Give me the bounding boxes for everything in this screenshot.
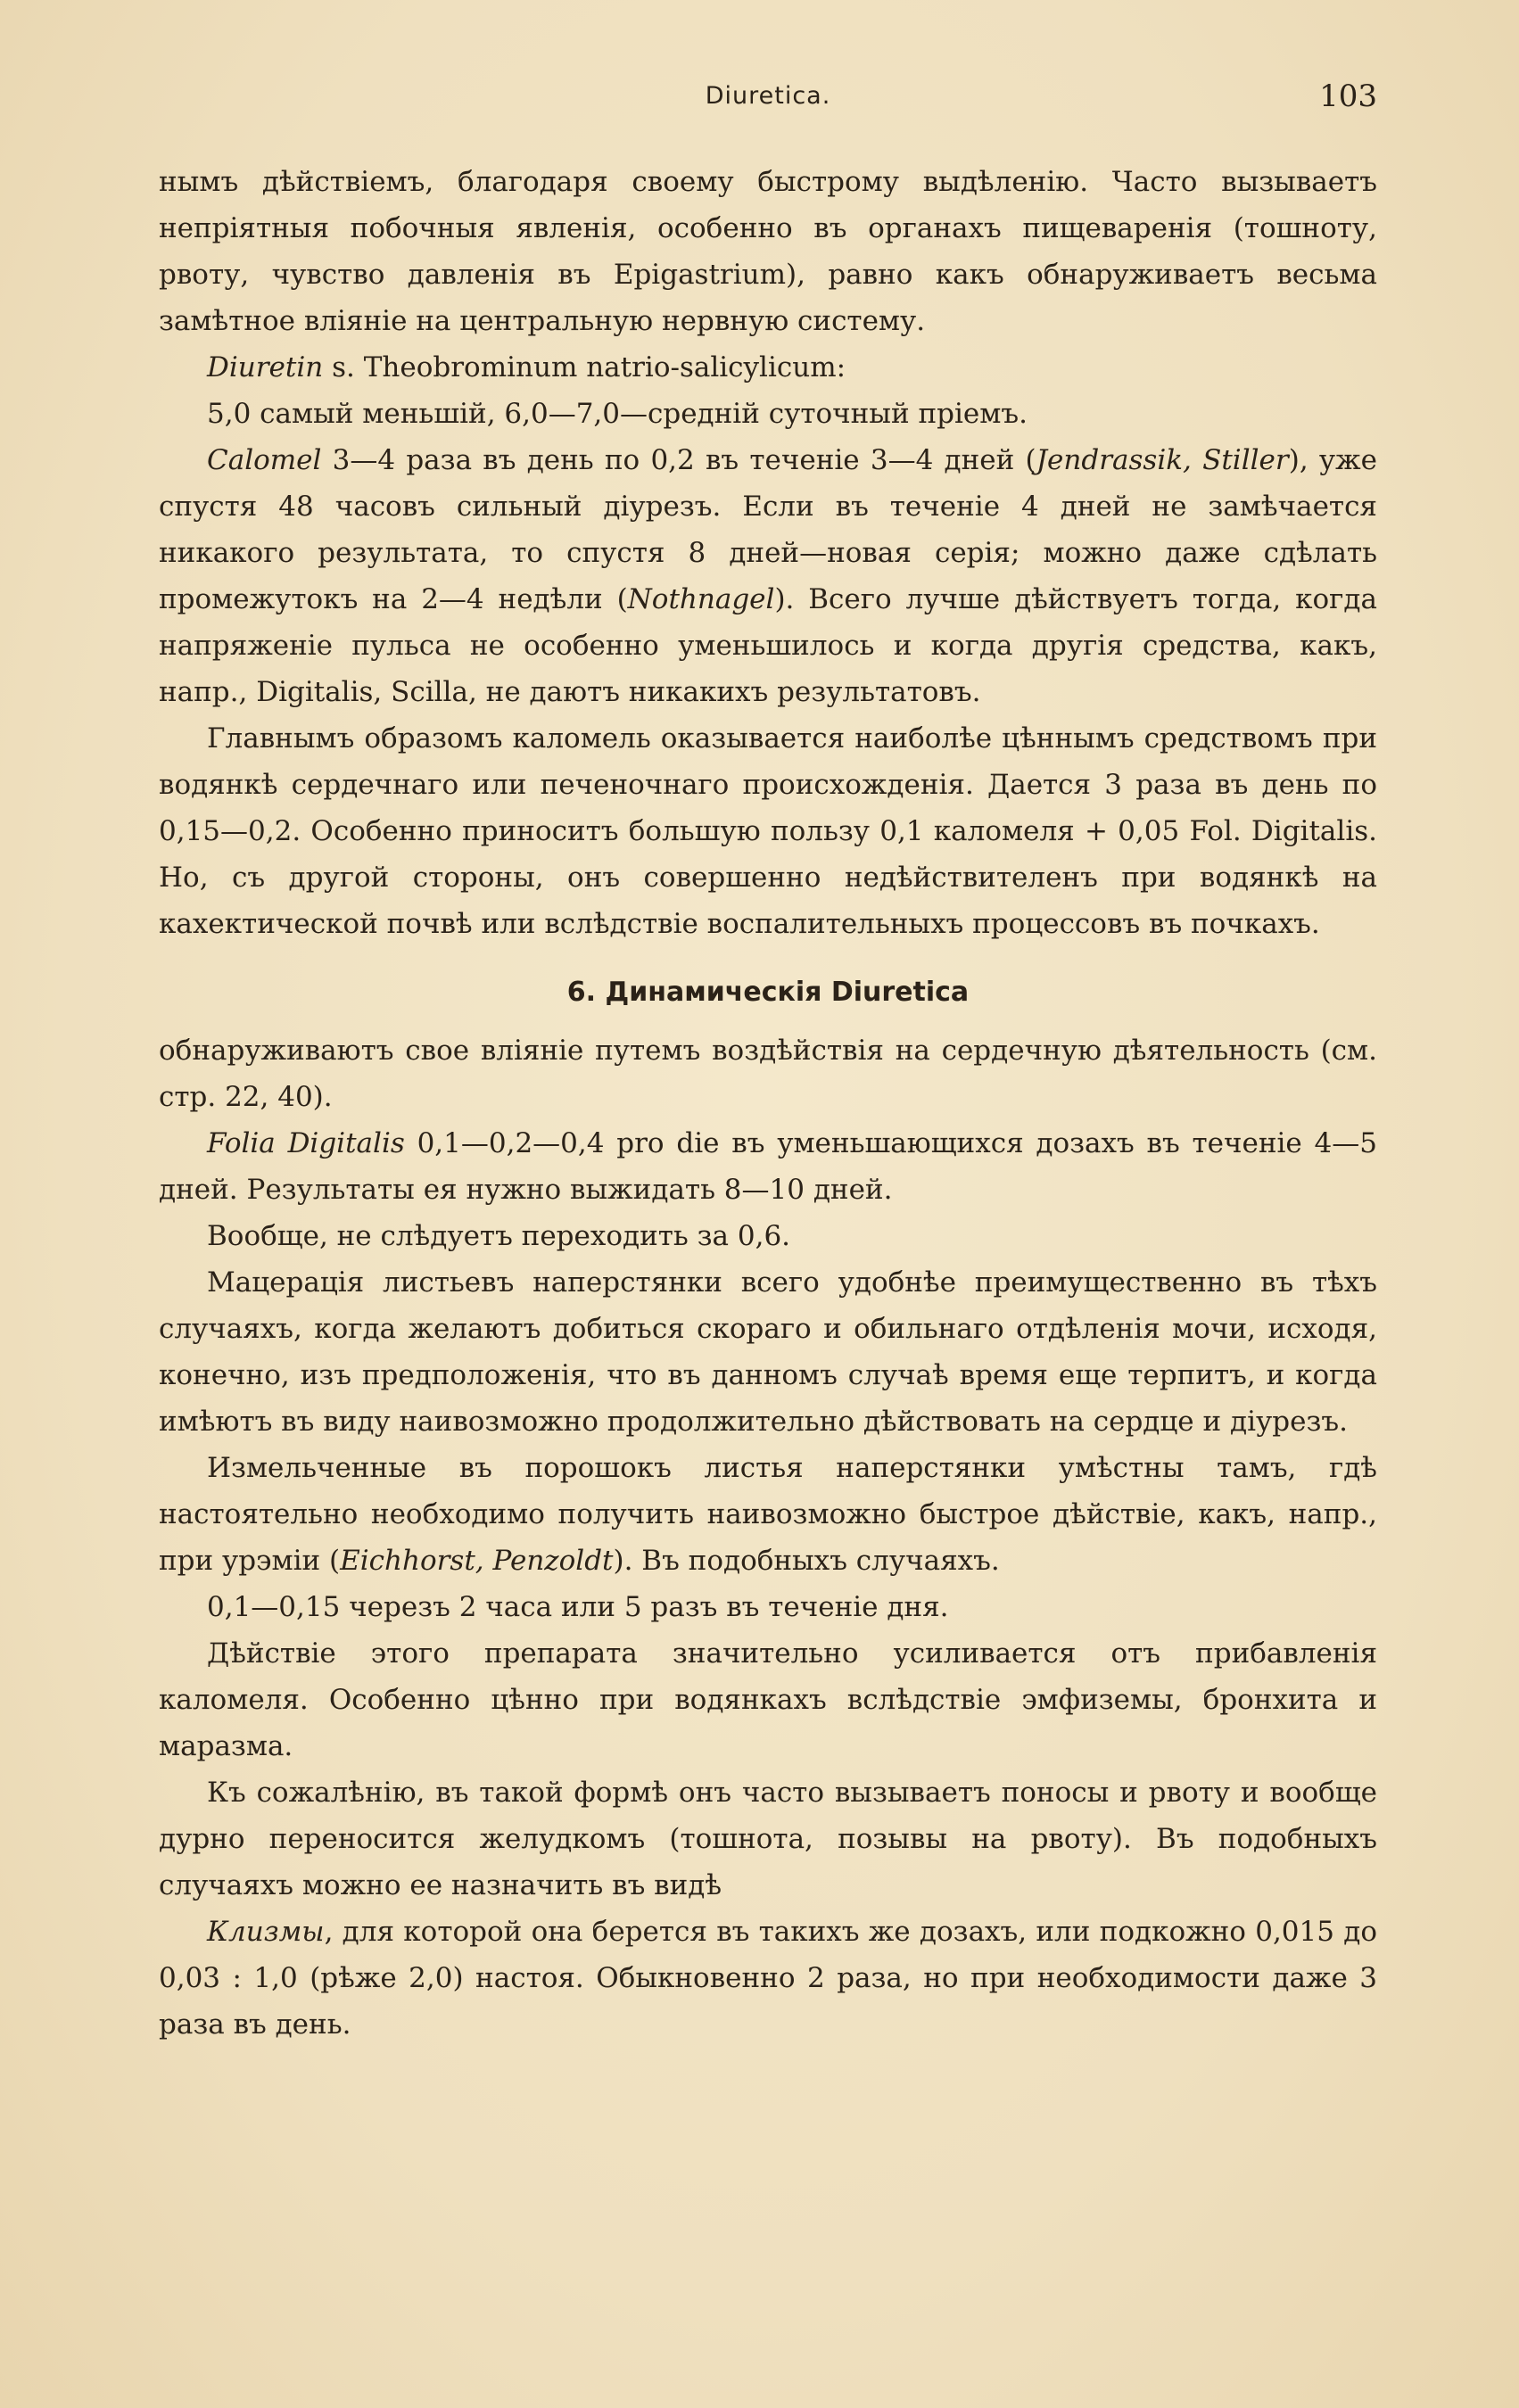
text-run: 5,0 самый меньшій, 6,0—7,0—средній суточный пріемъ. (207, 398, 1028, 430)
paragraph (159, 1769, 1377, 1909)
text-run: Дѣйствіе этого препарата значительно усиливается отъ прибавленія каломеля. Особенно цѣнно при водянкахъ вслѣдствіе эмфиземы, бронхита и маразма. (159, 1637, 1377, 1762)
text-run: Вообще, не слѣдуетъ переходить за 0,6. (207, 1220, 791, 1252)
text-run: нымъ дѣйствіемъ, благодаря своему быстрому выдѣленію. Часто вызываетъ непріятныя побочныя явленія, особенно въ органахъ пищеваренія (тошноту, рвоту, чувство давленія въ Epigastrium), равно какъ обнаруживаетъ весьма замѣтное вліяніе на центральную нервную систему. (159, 166, 1377, 337)
body-text (159, 159, 1377, 2048)
text-run: обнаруживаютъ свое вліяніе путемъ воздѣйствія на сердечную дѣятельность (см. стр. 22, 40). (159, 1035, 1377, 1113)
paragraph (159, 715, 1377, 947)
italic-text: Folia Digitalis (207, 1127, 405, 1159)
paragraph (159, 159, 1377, 344)
text-run: ). Всего лучше дѣйствуетъ тогда, когда напряженіе пульса не особенно уменьшилось и когда другія средства, какъ, напр., Digitalis, Scilla, не даютъ никакихъ результатовъ. (159, 583, 1377, 708)
section-heading (159, 970, 1377, 1015)
italic-text: Diuretin (207, 351, 324, 383)
italic-text: Jendrassik, Stiller (1036, 444, 1289, 476)
running-title: Diuretica. (705, 82, 831, 110)
text-run: Къ сожалѣнію, въ такой формѣ онъ часто вызываетъ поносы и рвоту и вообще дурно переносится желудкомъ (тошнота, позывы на рвоту). Въ подобныхъ случаяхъ можно ее назначить въ видѣ (159, 1777, 1377, 1901)
text-run: 3—4 раза въ день по 0,2 въ теченіе 3—4 дней ( (321, 444, 1036, 476)
text-run: ). Въ подобныхъ случаяхъ. (613, 1545, 1000, 1577)
text-run: Измельченные въ порошокъ листья наперстянки умѣстны тамъ, гдѣ настоятельно необходимо получить наивозможно быстрое дѣйствіе, какъ, напр., при урэміи ( (159, 1452, 1377, 1577)
italic-text: Клизмы (207, 1916, 325, 1948)
paragraph (159, 1120, 1377, 1213)
page-header (159, 78, 1377, 127)
text-run: 6. Динамическія Diuretica (566, 977, 970, 1008)
paragraph (159, 1213, 1377, 1259)
italic-text: Calomel (207, 444, 322, 476)
paragraph (159, 1259, 1377, 1445)
paragraph (159, 1630, 1377, 1769)
paragraph (159, 1909, 1377, 2048)
text-run: s. Theobrominum natrio-salicylicum: (323, 351, 846, 383)
italic-text: Nothnagel (627, 583, 775, 615)
page-number: 103 (1319, 78, 1377, 114)
paragraph (159, 344, 1377, 391)
text-run: , для которой она берется въ такихъ же дозахъ, или подкожно 0,015 до 0,03 : 1,0 (рѣже 2,0) настоя. Обыкновенно 2 раза, но при необходимости даже 3 раза въ день. (159, 1916, 1377, 2041)
paragraph (159, 1584, 1377, 1630)
italic-text: Eichhorst, Penzoldt (340, 1545, 614, 1577)
paragraph (159, 437, 1377, 715)
paragraph (159, 1027, 1377, 1120)
paragraph (159, 1445, 1377, 1584)
text-run: 0,1—0,15 черезъ 2 часа или 5 разъ въ теченіе дня. (207, 1591, 949, 1623)
text-run: ), уже спустя 48 часовъ сильный діурезъ. Если въ теченіе 4 дней не замѣчается никакого результата, то спустя 8 дней—новая серія; можно даже сдѣлать промежутокъ на 2—4 недѣли ( (159, 444, 1377, 615)
text-run: 0,1—0,2—0,4 pro die въ уменьшающихся дозахъ въ теченіе 4—5 дней. Результаты ея нужно выжидать 8—10 дней. (159, 1127, 1377, 1206)
text-run: Мацерація листьевъ наперстянки всего удобнѣе преимущественно въ тѣхъ случаяхъ, когда желаютъ добиться скораго и обильнаго отдѣленія мочи, исходя, конечно, изъ предположенія, что въ данномъ случаѣ время еще терпитъ, и когда имѣютъ въ виду наивозможно продолжительно дѣйствовать на сердце и діурезъ. (159, 1266, 1377, 1438)
paragraph (159, 391, 1377, 437)
text-run: Главнымъ образомъ каломель оказывается наиболѣе цѣннымъ средствомъ при водянкѣ сердечнаго или печеночнаго происхожденія. Дается 3 раза въ день по 0,15—0,2. Особенно приноситъ большую пользу 0,1 каломеля + 0,05 Fol. Digitalis. Но, съ другой стороны, онъ совершенно недѣйствителенъ при водянкѣ на кахектической почвѣ или вслѣдствіе воспалительныхъ процессовъ въ почкахъ. (159, 722, 1377, 940)
